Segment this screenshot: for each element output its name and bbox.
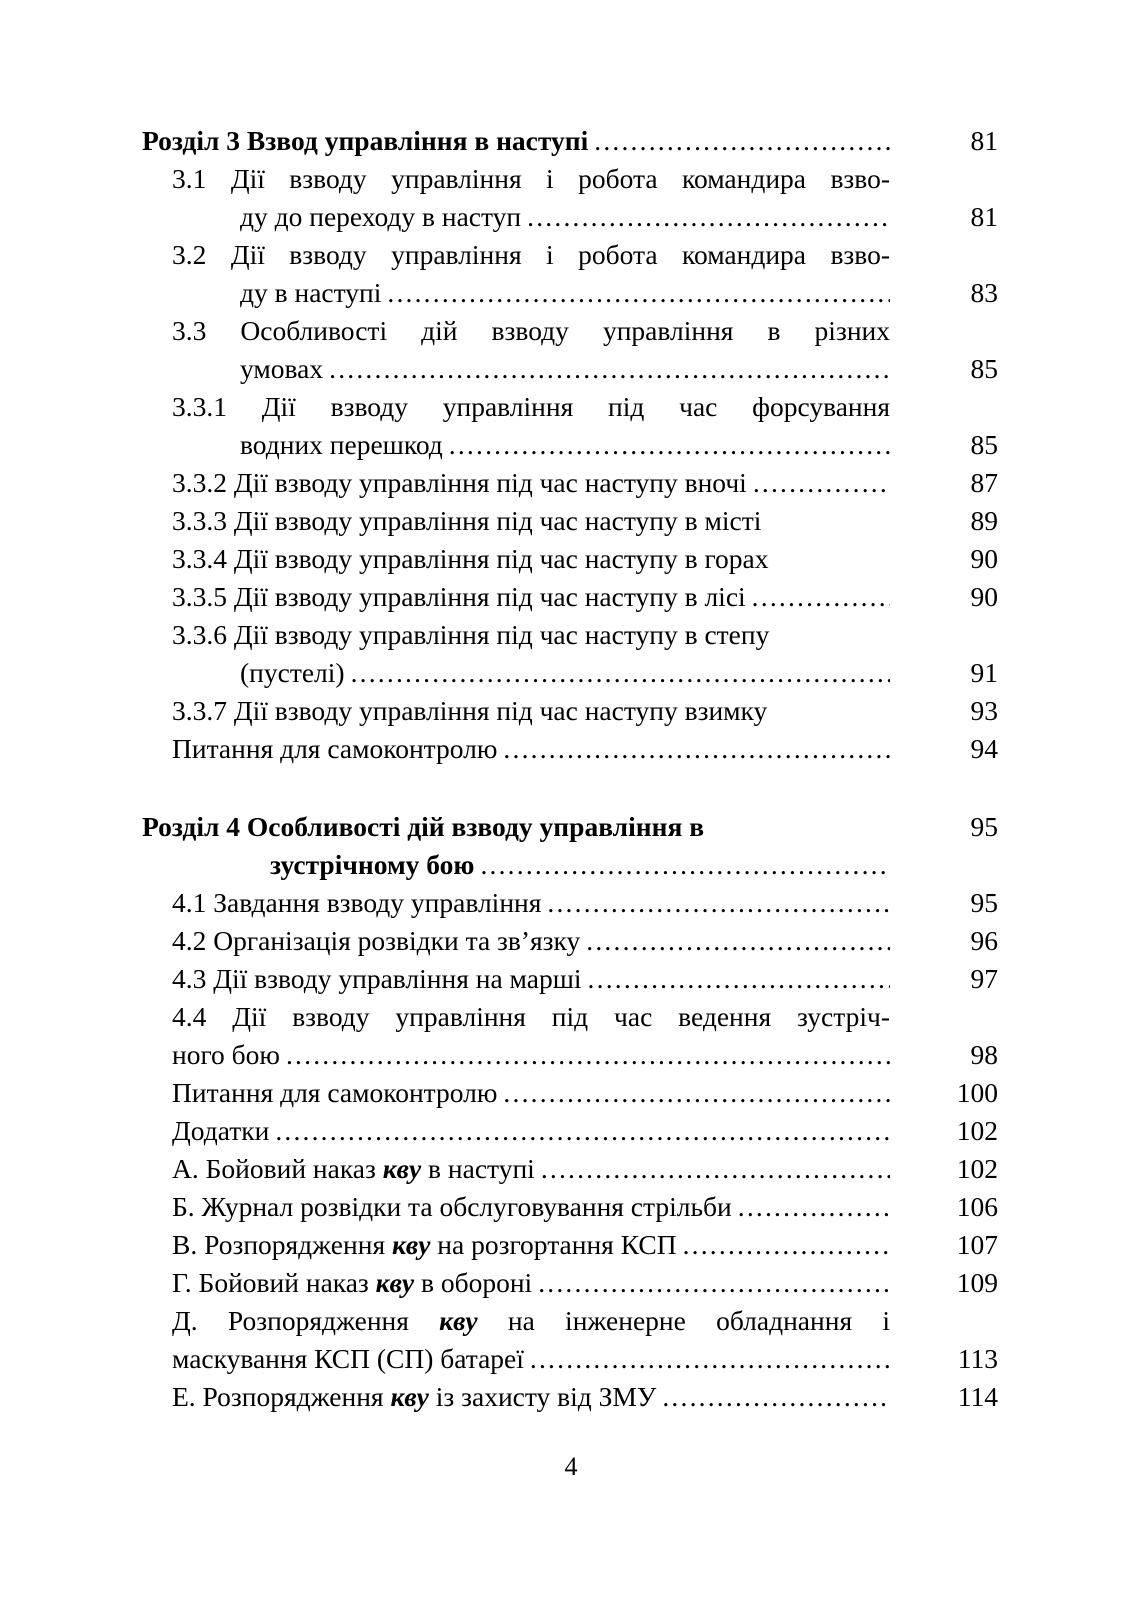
toc-entry-section-3-1[interactable] bbox=[172, 160, 998, 236]
toc-entry-section-4-2[interactable] bbox=[172, 922, 998, 960]
toc-entry-label-cont: (пустелі) bbox=[240, 657, 345, 688]
leader-dots bbox=[586, 922, 890, 960]
toc-entry-label: Розділ 3 Взвод управління в наступі bbox=[142, 125, 589, 156]
toc-entry-section-3-3-5[interactable] bbox=[172, 578, 998, 616]
leader-dots bbox=[329, 350, 890, 388]
leader-dots bbox=[662, 1378, 890, 1416]
toc-entry-label: 4.4 Дії взводу управління під час ведення зустріч- bbox=[172, 1001, 890, 1032]
leader-dots bbox=[547, 884, 890, 922]
toc-label-part-1: А. Бойовий наказ bbox=[172, 1153, 383, 1184]
leader-dots bbox=[449, 426, 890, 464]
leader-dots bbox=[503, 730, 890, 768]
toc-entry-label bbox=[172, 1302, 890, 1340]
toc-entry-section-3-3-2[interactable] bbox=[172, 464, 998, 502]
toc-page-number: 95 bbox=[970, 887, 998, 918]
toc-entry-chapter-3[interactable] bbox=[142, 122, 998, 160]
toc-entry-label-cont: зустрічному бою bbox=[270, 849, 475, 880]
leader-dots bbox=[480, 846, 890, 884]
toc-entry-label bbox=[172, 1264, 532, 1302]
toc-entry-appendices[interactable] bbox=[172, 1112, 998, 1150]
toc-entry-label: Питання для самоконтролю bbox=[172, 1077, 498, 1108]
toc-label-part-1: Г. Бойовий наказ bbox=[172, 1267, 376, 1298]
toc-entry-label-cont: ду в наступі bbox=[240, 277, 382, 308]
toc-entry-section-3-2[interactable] bbox=[172, 236, 998, 312]
toc-page-number: 87 bbox=[970, 467, 998, 498]
leader-dots bbox=[752, 578, 890, 616]
toc-entry-label-cont: водних перешкод bbox=[240, 429, 443, 460]
toc-page-number: 85 bbox=[970, 353, 998, 384]
toc-entry-label bbox=[172, 1226, 677, 1264]
leader-dots bbox=[503, 1074, 890, 1112]
toc-entry-section-3-3-6[interactable] bbox=[172, 616, 998, 692]
toc-label-part-2: в обороні bbox=[414, 1267, 533, 1298]
leader-dots bbox=[541, 1150, 890, 1188]
toc-entry-section-4-4[interactable] bbox=[172, 998, 998, 1074]
toc-page-number: 90 bbox=[970, 543, 998, 574]
leader-dots bbox=[530, 1340, 890, 1378]
toc-entry-label: 3.3.2 Дії взводу управління під час наступу вночі bbox=[172, 467, 747, 498]
toc-page-number: 90 bbox=[970, 581, 998, 612]
toc-page-number: 102 bbox=[956, 1153, 998, 1184]
toc-label-part-1: Д. Розпорядження bbox=[172, 1305, 440, 1336]
toc-entry-section-4-3[interactable] bbox=[172, 960, 998, 998]
table-of-contents bbox=[142, 122, 998, 1416]
toc-entry-label: 3.3 Особливості дій взводу управління в різних bbox=[172, 315, 890, 346]
toc-entry-label: Додатки bbox=[172, 1115, 270, 1146]
toc-entry-section-3-3-1[interactable] bbox=[172, 388, 998, 464]
toc-entry-label-cont: маскування КСП (СП) батареї bbox=[172, 1343, 524, 1374]
toc-label-part-2: в наступі bbox=[421, 1153, 535, 1184]
toc-entry-questions-3[interactable] bbox=[172, 730, 998, 768]
toc-entry-label bbox=[172, 1150, 535, 1188]
toc-page-number: 96 bbox=[970, 925, 998, 956]
toc-entry-section-3-3-3[interactable] bbox=[172, 502, 998, 540]
toc-page-number: 93 bbox=[970, 695, 998, 726]
toc-entry-label: Б. Журнал розвідки та обслуговування стрільби bbox=[172, 1191, 732, 1222]
toc-page-number: 89 bbox=[970, 505, 998, 536]
toc-entry-appendix-a[interactable] bbox=[172, 1150, 998, 1188]
toc-page-number: 97 bbox=[970, 963, 998, 994]
leader-dots bbox=[286, 1036, 890, 1074]
toc-page-number: 106 bbox=[956, 1191, 998, 1222]
toc-page-number: 83 bbox=[970, 277, 998, 308]
toc-entry-label: 3.3.6 Дії взводу управління під час наступу в степу bbox=[172, 619, 770, 650]
toc-entry-chapter-4[interactable] bbox=[142, 808, 998, 884]
toc-entry-section-3-3-4[interactable] bbox=[172, 540, 998, 578]
toc-entry-label: Питання для самоконтролю bbox=[172, 733, 498, 764]
toc-page-number: 109 bbox=[956, 1267, 998, 1298]
toc-entry-label: 3.3.7 Дії взводу управління під час наступу взимку bbox=[172, 695, 768, 726]
toc-entry-label: 3.2 Дії взводу управління і робота командира взво- bbox=[172, 239, 890, 270]
toc-entry-appendix-v[interactable] bbox=[172, 1226, 998, 1264]
toc-entry-label: 4.2 Організація розвідки та зв’язку bbox=[172, 925, 581, 956]
toc-entry-label-cont: ного бою bbox=[172, 1039, 280, 1070]
toc-entry-section-3-3[interactable] bbox=[172, 312, 998, 388]
leader-dots bbox=[527, 198, 890, 236]
toc-entry-appendix-b[interactable] bbox=[172, 1188, 998, 1226]
toc-entry-questions-4[interactable] bbox=[172, 1074, 998, 1112]
toc-page-number: 81 bbox=[970, 201, 998, 232]
toc-entry-label: Розділ 4 Особливості дій взводу управління в bbox=[142, 811, 705, 842]
toc-entry-appendix-e[interactable] bbox=[172, 1378, 998, 1416]
leader-dots bbox=[275, 1112, 890, 1150]
toc-label-part-1: В. Розпорядження bbox=[172, 1229, 392, 1260]
toc-entry-label: 3.3.4 Дії взводу управління під час наступу в горах bbox=[172, 543, 769, 574]
toc-entry-label-cont: ду до переходу в наступ bbox=[240, 201, 522, 232]
toc-label-emphasis: кву bbox=[439, 1305, 478, 1336]
toc-label-emphasis: кву bbox=[375, 1267, 415, 1298]
toc-label-part-1: Е. Розпорядження bbox=[172, 1381, 391, 1412]
toc-page-number: 114 bbox=[957, 1381, 998, 1412]
toc-entry-label: 3.3.3 Дії взводу управління під час наступу в місті bbox=[172, 505, 762, 536]
leader-dots bbox=[753, 464, 890, 502]
toc-entry-section-4-1[interactable] bbox=[172, 884, 998, 922]
toc-page-number: 94 bbox=[970, 733, 998, 764]
toc-label-emphasis: кву bbox=[390, 1381, 429, 1412]
toc-entry-label: 3.3.1 Дії взводу управління під час форсування bbox=[172, 391, 890, 422]
toc-page-number: 100 bbox=[956, 1077, 998, 1108]
toc-entry-appendix-d[interactable] bbox=[172, 1302, 998, 1378]
toc-entry-section-3-3-7[interactable] bbox=[172, 692, 998, 730]
toc-label-emphasis: кву bbox=[391, 1229, 431, 1260]
toc-page-number: 102 bbox=[956, 1115, 998, 1146]
toc-label-part-2: на розгортання КСП bbox=[430, 1229, 677, 1260]
toc-entry-appendix-g[interactable] bbox=[172, 1264, 998, 1302]
section-spacer bbox=[142, 768, 972, 808]
toc-label-part-2: на інженерне обладнання і bbox=[477, 1305, 890, 1336]
leader-dots bbox=[351, 654, 890, 692]
toc-entry-label bbox=[172, 1378, 656, 1416]
toc-entry-label: 4.3 Дії взводу управління на марші bbox=[172, 963, 582, 994]
toc-page-number: 85 bbox=[970, 429, 998, 460]
toc-page-number: 91 bbox=[970, 657, 998, 688]
toc-entry-label: 3.3.5 Дії взводу управління під час наступу в лісі bbox=[172, 581, 746, 612]
toc-page-number: 113 bbox=[957, 1343, 998, 1374]
toc-page-number: 107 bbox=[956, 1229, 998, 1260]
toc-label-part-2: із захисту від ЗМУ bbox=[428, 1381, 657, 1412]
leader-dots bbox=[588, 960, 890, 998]
toc-label-emphasis: кву bbox=[382, 1153, 422, 1184]
toc-page-number: 98 bbox=[970, 1039, 998, 1070]
toc-entry-label-cont: умовах bbox=[240, 353, 324, 384]
toc-page-number: 81 bbox=[970, 125, 998, 156]
leader-dots bbox=[538, 1264, 890, 1302]
leader-dots bbox=[387, 274, 890, 312]
toc-page-number: 95 bbox=[970, 811, 998, 842]
leader-dots bbox=[594, 122, 890, 160]
toc-entry-label: 4.1 Завдання взводу управління bbox=[172, 887, 542, 918]
leader-dots bbox=[738, 1188, 890, 1226]
leader-dots bbox=[683, 1226, 890, 1264]
toc-entry-label: 3.1 Дії взводу управління і робота командира взво- bbox=[172, 163, 890, 194]
page-footer-number: 4 bbox=[564, 1452, 578, 1481]
